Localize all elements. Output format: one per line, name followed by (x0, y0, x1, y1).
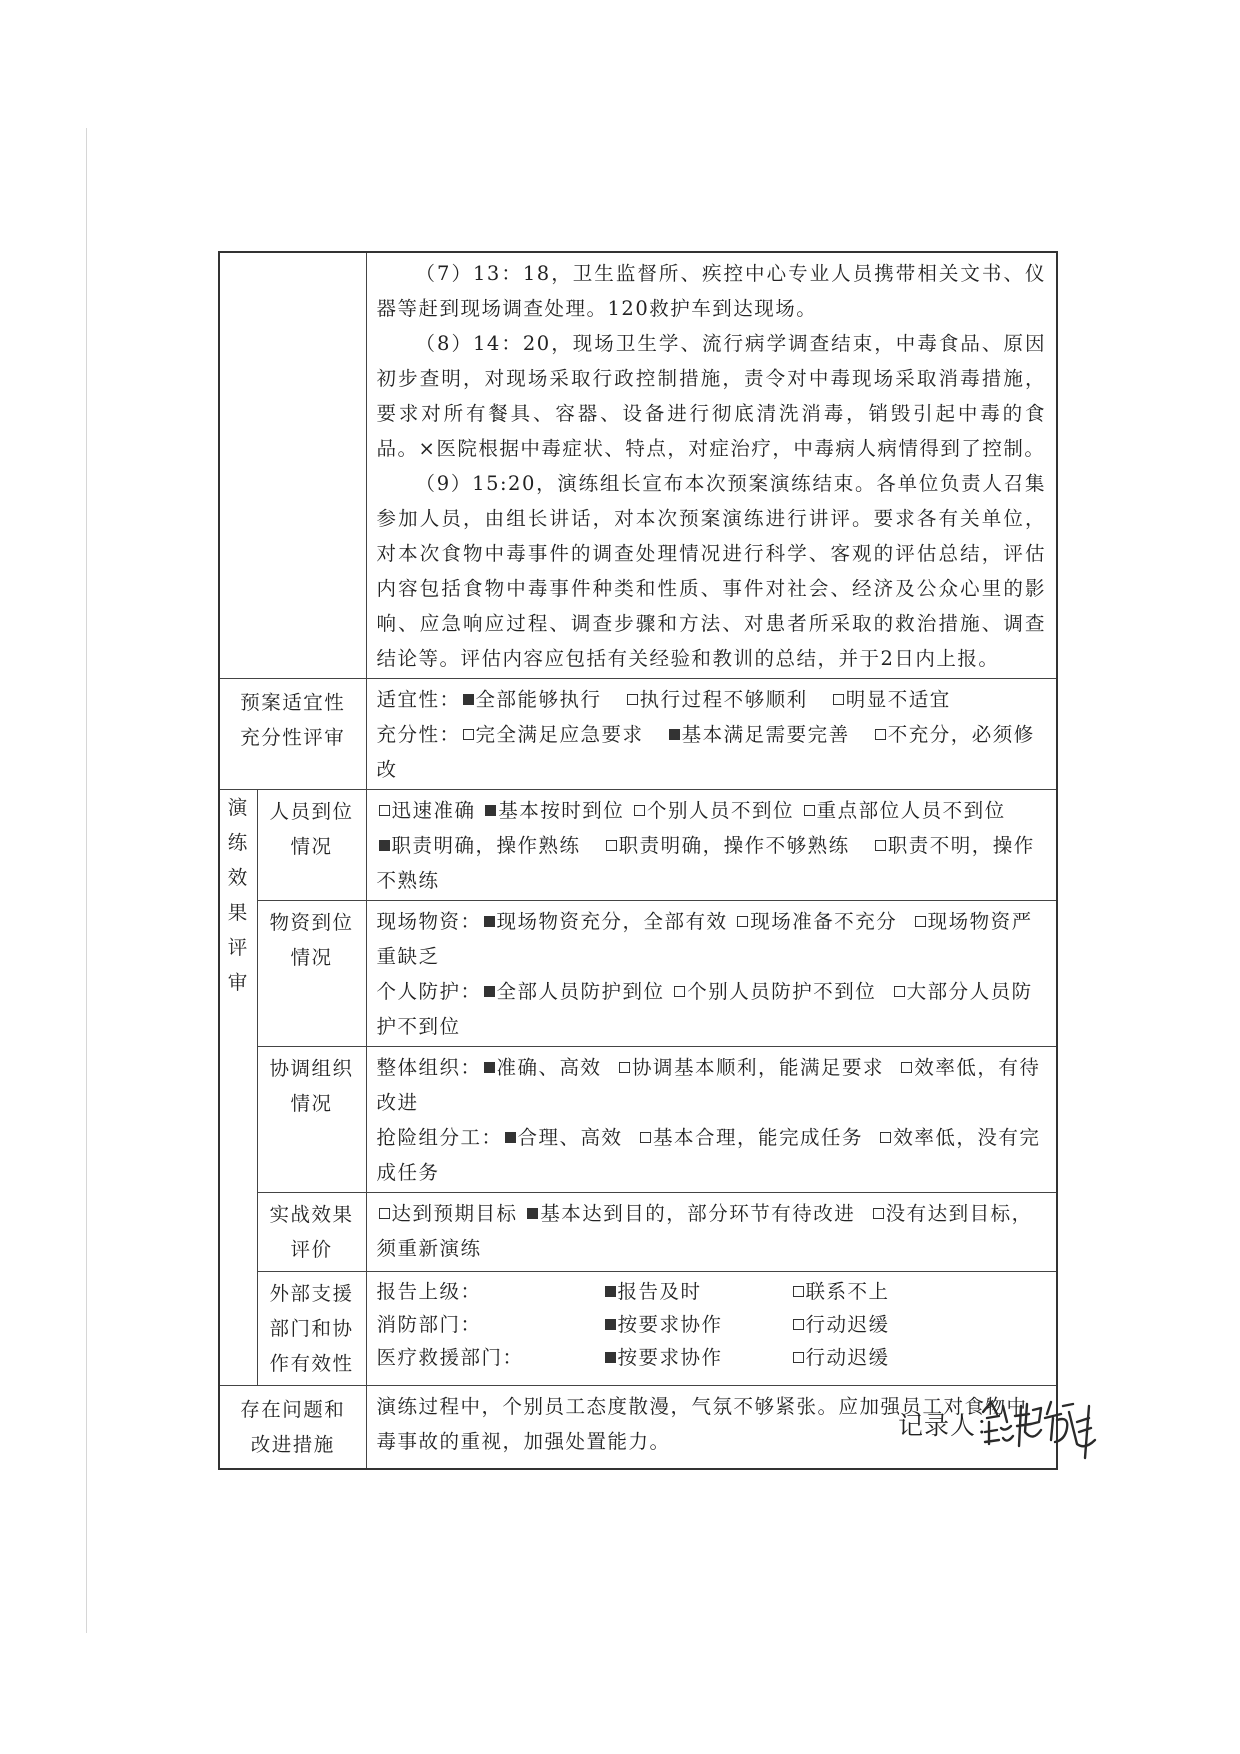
checkbox[interactable] (627, 694, 638, 705)
checkbox[interactable] (793, 1319, 804, 1330)
issues-label: 存在问题和 改进措施 (219, 1386, 366, 1470)
binding-margin-line (86, 128, 87, 1633)
coordination-label: 协调组织 情况 (257, 1047, 366, 1193)
steps-label-cell (219, 252, 366, 679)
checkbox[interactable] (833, 694, 844, 705)
handwritten-signature (977, 1392, 1102, 1467)
checkbox[interactable] (875, 729, 886, 740)
checkbox[interactable] (669, 729, 680, 740)
personnel-row (219, 790, 1057, 901)
personnel-label: 人员到位 情况 (257, 790, 366, 901)
drill-review-label: 演练效果评审 (219, 790, 257, 1386)
checkbox[interactable] (634, 805, 645, 816)
plan-review-row (219, 679, 1057, 790)
checkbox[interactable] (605, 1286, 616, 1297)
checkbox[interactable] (605, 1352, 616, 1363)
checkbox[interactable] (463, 729, 474, 740)
drill-record-table (218, 251, 1058, 1470)
steps-row (219, 252, 1057, 679)
checkbox[interactable] (463, 694, 474, 705)
materials-content: 现场物资： 现场物资充分，全部有效 现场准备不充分 现场物资严重缺乏 个人防护： 全部人员防护到位 个别人员防护不到位 大部分人员防护不到位 (366, 901, 1057, 1047)
adequacy-line: 充分性： 完全满足应急要求 基本满足需要完善 不充分，必须修改 (376, 723, 1035, 781)
checkbox[interactable] (915, 916, 926, 927)
checkbox[interactable] (605, 1319, 616, 1330)
checkbox[interactable] (484, 916, 495, 927)
external-content: 报告上级： 报告及时 联系不上 消防部门： 按要求协作 行动迟缓 医疗救援部门： 按要求协作 行动迟缓 (366, 1272, 1057, 1386)
checkbox[interactable] (485, 805, 496, 816)
plan-review-label: 预案适宜性 充分性评审 (219, 679, 366, 790)
issues-content: 演练过程中，个别员工态度散漫，气氛不够紧张。应加强员工对食物中毒事故的重视，加强处置能力。 (366, 1386, 1057, 1470)
step-8: （8）14：20，现场卫生学、流行病学调查结束，中毒食品、原因初步查明，对现场采取行政控制措施，责令对中毒现场采取消毒措施，要求对所有餐具、容器、设备进行彻底清洗消毒，销毁引起中毒的食品。×医院根据中毒症状、特点，对症治疗，中毒病人病情得到了控制。 (376, 332, 1046, 460)
checkbox[interactable] (901, 1062, 912, 1073)
checkbox[interactable] (379, 1208, 390, 1219)
checkbox[interactable] (873, 1208, 884, 1219)
effect-content: 达到预期目标 基本达到目的，部分环节有待改进 没有达到目标，须重新演练 (366, 1193, 1057, 1272)
checkbox[interactable] (804, 805, 815, 816)
checkbox[interactable] (527, 1208, 538, 1219)
external-label: 外部支援 部门和协 作有效性 (257, 1272, 366, 1386)
checkbox[interactable] (606, 840, 617, 851)
steps-content-cell (366, 252, 1057, 679)
plan-review-content (366, 679, 1057, 790)
step-7: （7）13：18，卫生监督所、疾控中心专业人员携带相关文书、仪器等赶到现场调查处理。120救护车到达现场。 (376, 262, 1046, 320)
checkbox[interactable] (484, 1062, 495, 1073)
checkbox[interactable] (379, 805, 390, 816)
coordination-row (219, 1047, 1057, 1193)
external-row (219, 1272, 1057, 1386)
checkbox[interactable] (880, 1132, 891, 1143)
checkbox[interactable] (793, 1286, 804, 1297)
coordination-content: 整体组织： 准确、高效 协调基本顺利，能满足要求 效率低，有待改进 抢险组分工： 合理、高效 基本合理，能完成任务 效率低，没有完成任务 (366, 1047, 1057, 1193)
effect-row (219, 1193, 1057, 1272)
checkbox[interactable] (793, 1352, 804, 1363)
checkbox[interactable] (505, 1132, 516, 1143)
recorder-label: 记录人： (898, 1411, 1003, 1440)
checkbox[interactable] (619, 1062, 630, 1073)
personnel-content: 迅速准确 基本按时到位 个别人员不到位 重点部位人员不到位 职责明确，操作熟练 职责明确，操作不够熟练 职责不明，操作不熟练 (366, 790, 1057, 901)
checkbox[interactable] (379, 840, 390, 851)
suitability-line: 适宜性： 全部能够执行 执行过程不够顺利 明显不适宜 (376, 688, 951, 711)
step-9: （9）15:20，演练组长宣布本次预案演练结束。各单位负责人召集参加人员，由组长讲话，对本次预案演练进行讲评。要求各有关单位，对本次食物中毒事件的调查处理情况进行科学、客观的评估总结，评估内容包括食物中毒事件种类和性质、事件对社会、经济及公众心里的影响、应急响应过程、调查步骤和方法、对患者所采取的救治措施、调查结论等。评估内容应包括有关经验和教训的总结，并于2日内上报。 (376, 472, 1046, 670)
checkbox[interactable] (875, 840, 886, 851)
effect-label: 实战效果 评价 (257, 1193, 366, 1272)
materials-row (219, 901, 1057, 1047)
checkbox[interactable] (640, 1132, 651, 1143)
checkbox[interactable] (484, 986, 495, 997)
checkbox[interactable] (737, 916, 748, 927)
checkbox[interactable] (894, 986, 905, 997)
materials-label: 物资到位 情况 (257, 901, 366, 1047)
checkbox[interactable] (674, 986, 685, 997)
